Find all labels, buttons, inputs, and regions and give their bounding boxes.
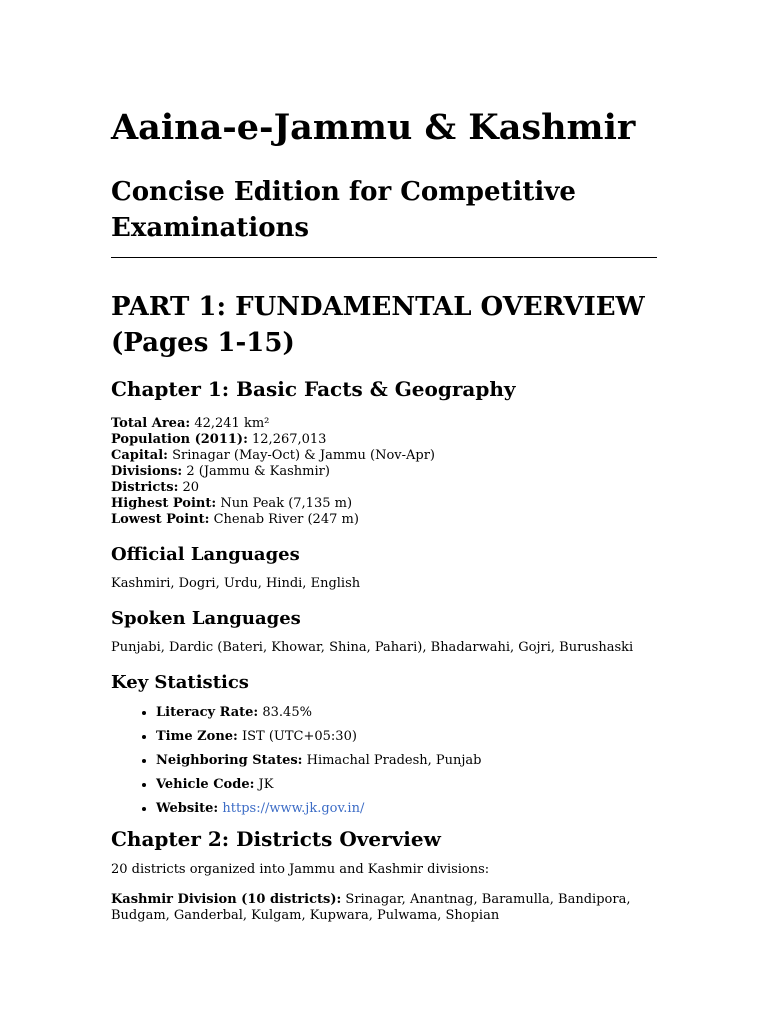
spoken-languages-text: Punjabi, Dardic (Bateri, Khowar, Shina, Pahari), Bhadarwahi, Gojri, Burushaski xyxy=(111,640,634,655)
stat-value: Himachal Pradesh, Punjab xyxy=(306,753,482,768)
fact-capital xyxy=(111,448,657,464)
fact-label: Divisions: xyxy=(111,464,183,479)
list-item xyxy=(156,777,657,793)
fact-label: Highest Point: xyxy=(111,496,217,511)
document-content xyxy=(111,104,657,924)
chapter-2-heading: Chapter 2: Districts Overview xyxy=(111,827,441,851)
fact-value: 20 xyxy=(182,480,200,495)
document-subtitle: Concise Edition for Competitive Examinations xyxy=(111,177,576,243)
division-label: Kashmir Division (10 districts): xyxy=(111,892,342,907)
fact-value: Nun Peak (7,135 m) xyxy=(220,496,353,511)
fact-value: Chenab River (247 m) xyxy=(213,512,359,527)
division-districts: Srinagar, Anantnag, Baramulla, Bandipora, Budgam, Ganderbal, Kulgam, Kupwara, Pulwama, Shopian xyxy=(111,892,631,923)
fact-value: 42,241 km² xyxy=(194,416,270,431)
chapter-2-intro: 20 districts organized into Jammu and Kashmir divisions: xyxy=(111,862,490,877)
key-statistics-list xyxy=(111,705,657,817)
stat-label: Vehicle Code: xyxy=(156,777,255,792)
stat-label: Neighboring States: xyxy=(156,753,303,768)
fact-population xyxy=(111,432,657,448)
spoken-languages-heading: Spoken Languages xyxy=(111,608,301,629)
list-item xyxy=(156,729,657,745)
list-item xyxy=(156,801,657,817)
stat-label: Literacy Rate: xyxy=(156,705,259,720)
horizontal-divider xyxy=(111,257,657,258)
document-title: Aaina-e-Jammu & Kashmir xyxy=(111,107,636,148)
chapter-1-heading: Chapter 1: Basic Facts & Geography xyxy=(111,377,516,401)
key-statistics-heading: Key Statistics xyxy=(111,672,249,693)
fact-divisions xyxy=(111,464,657,480)
kashmir-division xyxy=(111,892,657,924)
list-item xyxy=(156,705,657,721)
stat-value: IST (UTC+05:30) xyxy=(242,729,357,744)
official-languages-text: Kashmiri, Dogri, Urdu, Hindi, English xyxy=(111,576,361,591)
stat-label: Time Zone: xyxy=(156,729,238,744)
fact-value: 2 (Jammu & Kashmir) xyxy=(186,464,330,479)
stat-label: Website: xyxy=(156,801,219,816)
fact-highest-point xyxy=(111,496,657,512)
stat-value: JK xyxy=(258,777,274,792)
fact-label: Districts: xyxy=(111,480,179,495)
fact-districts xyxy=(111,480,657,496)
official-languages-heading: Official Languages xyxy=(111,544,300,565)
list-item xyxy=(156,753,657,769)
website-link[interactable]: https://www.jk.gov.in/ xyxy=(222,801,365,816)
fact-value: 12,267,013 xyxy=(252,432,327,447)
fact-label: Capital: xyxy=(111,448,168,463)
fact-label: Total Area: xyxy=(111,416,191,431)
fact-total-area xyxy=(111,416,657,432)
fact-value: Srinagar (May-Oct) & Jammu (Nov-Apr) xyxy=(172,448,435,463)
fact-lowest-point xyxy=(111,512,657,528)
fact-label: Lowest Point: xyxy=(111,512,210,527)
part-heading: PART 1: FUNDAMENTAL OVERVIEW (Pages 1-15) xyxy=(111,292,645,358)
basic-facts xyxy=(111,416,657,528)
fact-label: Population (2011): xyxy=(111,432,248,447)
stat-value: 83.45% xyxy=(262,705,312,720)
